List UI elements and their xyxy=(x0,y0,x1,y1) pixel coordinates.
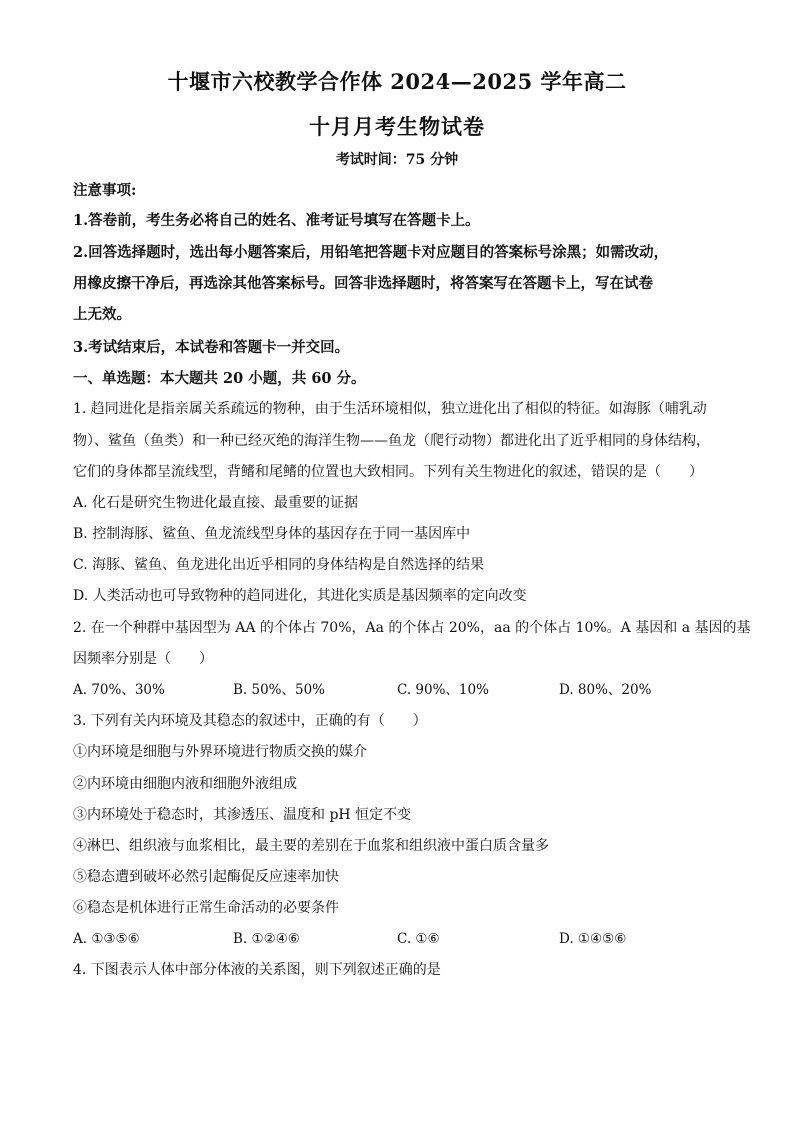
q3-option-a: A. ①③⑤⑥ xyxy=(73,931,140,947)
q3-statement: ④淋巴、组织液与血浆相比，最主要的差别在于血浆和组织液中蛋白质含量多 xyxy=(73,838,549,854)
q2-option-d: D. 80%、20% xyxy=(559,682,652,698)
notes-line: 2.回答选择题时，选出每小题答案后，用铅笔把答题卡对应题目的答案标号涂黑；如需改动， xyxy=(73,244,669,261)
q3-option-d: D. ①④⑤⑥ xyxy=(559,931,627,947)
notes-heading: 注意事项: xyxy=(73,182,137,199)
q1-stem-line: 1. 趋同进化是指亲属关系疏远的物种，由于生活环境相似，独立进化出了相似的特征。如海豚（哺乳动 xyxy=(73,401,707,417)
q3-option-c: C. ①⑥ xyxy=(397,931,440,947)
section-heading: 一、单选题：本大题共 20 小题，共 60 分。 xyxy=(73,370,366,387)
q3-statement: ①内环境是细胞与外界环境进行物质交换的媒介 xyxy=(73,744,367,760)
q3-option-b: B. ①②④⑥ xyxy=(233,931,300,947)
q3-stem: 3. 下列有关内环境及其稳态的叙述中，正确的有（ ） xyxy=(73,713,427,729)
notes-line: 上无效。 xyxy=(73,306,131,323)
q3-statement: ⑤稳态遭到破坏必然引起酶促反应速率加快 xyxy=(73,869,339,885)
q1-option-c: C. 海豚、鲨鱼、鱼龙进化出近乎相同的身体结构是自然选择的结果 xyxy=(73,557,485,573)
q1-stem-line: 它们的身体都呈流线型，背鳍和尾鳍的位置也大致相同。下列有关生物进化的叙述，错误的是（ ） xyxy=(73,464,703,480)
q1-option-a: A. 化石是研究生物进化最直接、最重要的证据 xyxy=(73,495,359,511)
q1-option-b: B. 控制海豚、鲨鱼、鱼龙流线型身体的基因存在于同一基因库中 xyxy=(73,526,471,542)
exam-title: 十堰市六校教学合作体 2024—2025 学年高二 xyxy=(167,69,627,94)
notes-line: 用橡皮擦干净后，再选涂其他答案标号。回答非选择题时，将答案写在答题卡上，写在试卷 xyxy=(73,275,653,292)
exam-time: 考试时间：75 分钟 xyxy=(335,152,459,168)
notes-line: 1.答卷前，考生务必将自己的姓名、准考证号填写在答题卡上。 xyxy=(73,212,480,229)
exam-subtitle: 十月月考生物试卷 xyxy=(309,114,485,139)
q2-option-a: A. 70%、30% xyxy=(73,682,165,698)
q4-stem: 4. 下图表示人体中部分体液的关系图，则下列叙述正确的是 xyxy=(73,962,441,978)
q3-statement: ③内环境处于稳态时，其渗透压、温度和 pH 恒定不变 xyxy=(73,807,412,823)
q2-stem-line: 因频率分别是（ ） xyxy=(73,651,213,667)
q3-statement: ⑥稳态是机体进行正常生命活动的必要条件 xyxy=(73,900,339,916)
q1-stem-line: 物）、鲨鱼（鱼类）和一种已经灭绝的海洋生物——鱼龙（爬行动物）都进化出了近乎相同的身体结构， xyxy=(73,433,710,449)
q3-statement: ②内环境由细胞内液和细胞外液组成 xyxy=(73,776,297,792)
q2-option-c: C. 90%、10% xyxy=(397,682,489,698)
q2-stem-line: 2. 在一个种群中基因型为 AA 的个体占 70%，Aa 的个体占 20%，aa 的个体占 10%。A 基因和 a 基因的基 xyxy=(73,620,751,636)
q1-option-d: D. 人类活动也可导致物种的趋同进化，其进化实质是基因频率的定向改变 xyxy=(73,588,527,604)
q2-option-b: B. 50%、50% xyxy=(233,682,326,698)
notes-line: 3.考试结束后，本试卷和答题卡一并交回。 xyxy=(73,339,350,356)
